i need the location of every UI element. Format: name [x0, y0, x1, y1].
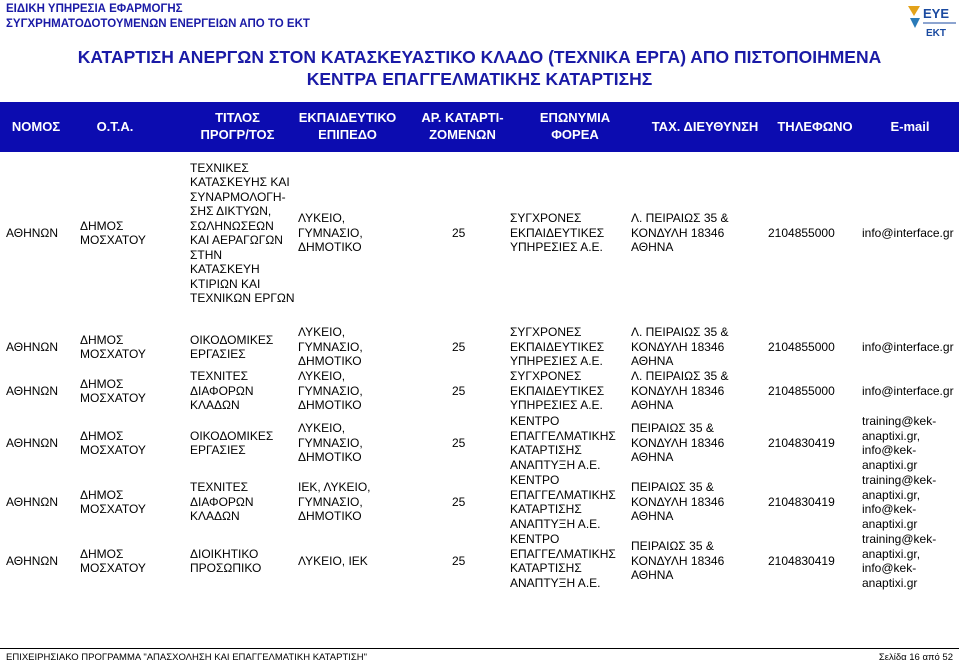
cell-tax-line: ΑΘΗΝΑ — [631, 354, 674, 369]
cell-nomos-line: ΑΘΗΝΩΝ — [6, 553, 59, 568]
cell-tax-line: Λ. ΠΕΙΡΑΙΩΣ 35 & — [631, 325, 729, 340]
cell-foreas-line: ΚΕΝΤΡΟ — [510, 473, 560, 487]
cell-tilefono-line: 2104855000 — [768, 339, 835, 354]
cell-email-line: training@kek- — [862, 532, 937, 546]
cell-titlos-line: ΟΙΚΟΔΟΜΙΚΕΣ — [190, 332, 274, 347]
cell-tilefono-line: 2104830419 — [768, 494, 835, 509]
col-tax-dieuthynsi: ΤΑΧ. ΔΙΕΥΘΥΝΣΗ — [651, 119, 759, 134]
cell-ar — [452, 340, 465, 355]
cell-tilefono-line: 2104830419 — [768, 553, 835, 568]
cell-nomos — [6, 495, 58, 510]
cell-email-line: info@kek- — [862, 443, 917, 457]
agency-header — [6, 2, 310, 32]
cell-nomos-line: ΑΘΗΝΩΝ — [6, 435, 59, 450]
cell-email — [862, 226, 954, 241]
cell-foreas-line: ΥΠΗΡΕΣΙΕΣ Α.Ε. — [510, 354, 603, 369]
cell-ar — [452, 384, 465, 399]
cell-tilefono — [768, 340, 835, 355]
cell-email-line: training@kek- — [862, 414, 937, 428]
cell-foreas — [510, 325, 604, 369]
cell-ekpaideutiko-line: ΓΥΜΝΑΣΙΟ, — [298, 383, 363, 398]
page-title — [0, 46, 959, 90]
cell-tax-line: Λ. ΠΕΙΡΑΙΩΣ 35 & — [631, 211, 729, 226]
cell-titlos — [190, 333, 273, 362]
cell-ekpaideutiko-line: ΛΥΚΕΙΟ, — [298, 211, 346, 226]
cell-ota-line: ΔΗΜΟΣ — [80, 376, 124, 391]
cell-ar-line: 25 — [452, 494, 466, 509]
cell-tax-line: ΠΕΙΡΑΙΩΣ 35 & — [631, 480, 714, 495]
cell-ekpaideutiko — [298, 421, 363, 465]
cell-titlos-line: ΔΙΟΙΚΗΤΙΚΟ — [190, 546, 259, 561]
cell-tax-line: ΚΟΝΔΥΛΗ 18346 — [631, 339, 725, 354]
cell-ekpaideutiko-line: ΔΗΜΟΤΙΚΟ — [298, 398, 362, 413]
cell-email-line: anaptixi.gr, — [862, 428, 921, 443]
cell-foreas-line: ΕΠΑΓΓΕΛΜΑΤΙΚΗΣ — [510, 546, 616, 561]
cell-titlos-line: ΤΕΧΝΙΤΕΣ — [190, 369, 249, 384]
cell-titlos — [190, 429, 273, 458]
cell-foreas-line: ΑΝΑΠΤΥΞΗ Α.Ε. — [510, 516, 601, 531]
cell-ar-line: 25 — [452, 225, 466, 240]
cell-titlos-line: ΤΕΧΝΙΚΩΝ ΕΡΓΩΝ — [190, 291, 295, 305]
cell-ota — [80, 333, 146, 362]
cell-ekpaideutiko-line: ΛΥΚΕΙΟ, — [298, 369, 346, 384]
cell-ekpaideutiko — [298, 369, 363, 413]
cell-foreas-line: ΑΝΑΠΤΥΞΗ Α.Ε. — [510, 575, 601, 590]
cell-nomos — [6, 436, 58, 451]
cell-foreas — [510, 473, 616, 531]
cell-foreas-line: ΕΚΠΑΙΔΕΥΤΙΚΕΣ — [510, 225, 605, 240]
cell-nomos-line: ΑΘΗΝΩΝ — [6, 383, 59, 398]
cell-titlos — [190, 547, 261, 576]
cell-ar-line: 25 — [452, 553, 466, 568]
cell-foreas-line: ΚΑΤΑΡΤΙΣΗΣ — [510, 561, 582, 575]
cell-ekpaideutiko-line: ΓΥΜΝΑΣΙΟ, — [298, 339, 363, 354]
cell-tax — [631, 539, 724, 583]
cell-tax-line: ΑΘΗΝΑ — [631, 568, 674, 583]
cell-ar — [452, 495, 465, 510]
cell-nomos-line: ΑΘΗΝΩΝ — [6, 339, 59, 354]
cell-ar-line: 25 — [452, 435, 466, 450]
cell-ota-line: ΜΟΣΧΑΤΟΥ — [80, 561, 146, 575]
cell-foreas-line: ΕΚΠΑΙΔΕΥΤΙΚΕΣ — [510, 383, 605, 398]
cell-tax-line: ΑΘΗΝΑ — [631, 398, 674, 413]
cell-ekpaideutiko-line: ΔΗΜΟΤΙΚΟ — [298, 354, 362, 369]
cell-ota — [80, 488, 146, 517]
cell-ota — [80, 429, 146, 458]
cell-tax-line: Λ. ΠΕΙΡΑΙΩΣ 35 & — [631, 369, 729, 384]
cell-email-line: anaptixi.gr — [862, 457, 918, 472]
eye-logo — [906, 2, 958, 42]
cell-ota-line: ΜΟΣΧΑΤΟΥ — [80, 443, 146, 457]
cell-tax-line: ΠΕΙΡΑΙΩΣ 35 & — [631, 421, 714, 436]
cell-email-line: training@kek- — [862, 473, 937, 487]
cell-email-line: anaptixi.gr, — [862, 487, 921, 502]
cell-email-line: anaptixi.gr — [862, 516, 918, 531]
cell-tax — [631, 325, 729, 369]
cell-ota-line: ΔΗΜΟΣ — [80, 487, 124, 502]
cell-foreas-line: ΚΕΝΤΡΟ — [510, 532, 560, 546]
cell-foreas-line: ΚΕΝΤΡΟ — [510, 414, 560, 428]
cell-titlos — [190, 480, 254, 524]
cell-tax-line: ΚΟΝΔΥΛΗ 18346 — [631, 494, 725, 509]
cell-email-line: info@interface.gr — [862, 383, 954, 398]
cell-tilefono — [768, 495, 835, 510]
cell-ekpaideutiko-line: ΔΗΜΟΤΙΚΟ — [298, 450, 362, 465]
cell-ar — [452, 226, 465, 241]
cell-titlos-line: ΣΥΝΑΡΜΟΛΟΓΗ- — [190, 189, 286, 204]
cell-tax-line: ΑΘΗΝΑ — [631, 240, 674, 255]
cell-foreas-line: ΚΑΤΑΡΤΙΣΗΣ — [510, 502, 582, 516]
cell-tilefono-line: 2104830419 — [768, 435, 835, 450]
cell-foreas-line: ΕΚΠΑΙΔΕΥΤΙΚΕΣ — [510, 339, 605, 354]
cell-tax-line: ΚΟΝΔΥΛΗ 18346 — [631, 225, 725, 240]
cell-titlos-line: ΤΕΧΝΙΤΕΣ — [190, 480, 249, 495]
cell-tax — [631, 421, 724, 465]
cell-titlos-line: ΔΙΑΦΟΡΩΝ — [190, 494, 254, 509]
cell-foreas — [510, 369, 604, 413]
cell-ota-line: ΜΟΣΧΑΤΟΥ — [80, 502, 146, 516]
cell-titlos — [190, 369, 254, 413]
cell-tax-line: ΠΕΙΡΑΙΩΣ 35 & — [631, 539, 714, 554]
cell-tilefono-line: 2104855000 — [768, 383, 835, 398]
cell-foreas — [510, 211, 604, 255]
cell-titlos-line: ΚΛΑΔΩΝ — [190, 509, 240, 524]
cell-ota-line: ΜΟΣΧΑΤΟΥ — [80, 391, 146, 405]
cell-ekpaideutiko-line: ΓΥΜΝΑΣΙΟ, — [298, 494, 363, 509]
cell-tilefono — [768, 436, 835, 451]
cell-ekpaideutiko-line: ΛΥΚΕΙΟ, — [298, 421, 346, 436]
cell-nomos-line: ΑΘΗΝΩΝ — [6, 494, 59, 509]
col-ekpaideutiko: ΕΚΠΑΙΔΕΥΤΙΚΟ ΕΠΙΠΕΔΟ — [298, 110, 397, 142]
cell-email — [862, 473, 936, 531]
col-ota: Ο.Τ.Α. — [96, 119, 134, 134]
cell-titlos-line: ΚΑΤΑΣΚΕΥΗ — [190, 262, 260, 276]
footer-page-number: Σελίδα 16 από 52 — [878, 652, 953, 663]
cell-foreas-line: ΥΠΗΡΕΣΙΕΣ Α.Ε. — [510, 240, 603, 255]
cell-foreas — [510, 414, 616, 472]
cell-tilefono — [768, 226, 835, 241]
col-titlos: ΤΙΤΛΟΣ ΠΡΟΓΡ/ΤΟΣ — [200, 110, 275, 142]
cell-nomos — [6, 340, 58, 355]
cell-ota-line: ΜΟΣΧΑΤΟΥ — [80, 347, 146, 361]
cell-foreas-line: ΚΑΤΑΡΤΙΣΗΣ — [510, 443, 582, 457]
cell-titlos-line: ΔΙΑΦΟΡΩΝ — [190, 383, 254, 398]
cell-ar-line: 25 — [452, 383, 466, 398]
cell-foreas-line: ΑΝΑΠΤΥΞΗ Α.Ε. — [510, 457, 601, 472]
cell-foreas — [510, 532, 616, 590]
cell-titlos-line: ΚΑΤΑΣΚΕΥΗΣ ΚΑΙ — [190, 175, 290, 189]
cell-ota — [80, 547, 146, 576]
cell-tax-line: ΚΟΝΔΥΛΗ 18346 — [631, 435, 725, 450]
cell-email-line: info@interface.gr — [862, 339, 954, 354]
cell-titlos-line: ΚΑΙ ΑΕΡΑΓΩΓΩΝ — [190, 233, 283, 247]
cell-ota-line: ΜΟΣΧΑΤΟΥ — [80, 233, 146, 247]
cell-titlos-line: ΕΡΓΑΣΙΕΣ — [190, 347, 246, 361]
cell-tax-line: ΑΘΗΝΑ — [631, 450, 674, 465]
col-email: E-mail — [890, 119, 930, 134]
cell-foreas-line: ΣΥΓΧΡΟΝΕΣ — [510, 211, 582, 226]
cell-ekpaideutiko-line: ΛΥΚΕΙΟ, — [298, 325, 346, 340]
cell-email — [862, 384, 954, 399]
cell-titlos-line: ΚΤΙΡΙΩΝ ΚΑΙ — [190, 276, 261, 291]
cell-tax-line: ΑΘΗΝΑ — [631, 509, 674, 524]
cell-email-line: info@kek- — [862, 561, 917, 575]
cell-ekpaideutiko-line: ΔΗΜΟΤΙΚΟ — [298, 240, 362, 255]
cell-ota-line: ΔΗΜΟΣ — [80, 332, 124, 347]
cell-titlos-line: ΚΛΑΔΩΝ — [190, 398, 240, 413]
cell-email — [862, 414, 936, 472]
cell-ota-line: ΔΗΜΟΣ — [80, 428, 124, 443]
cell-email-line: anaptixi.gr — [862, 575, 918, 590]
col-tilefono: ΤΗΛΕΦΩΝΟ — [777, 119, 853, 134]
cell-tax-line: ΚΟΝΔΥΛΗ 18346 — [631, 553, 725, 568]
cell-ekpaideutiko-line: ΓΥΜΝΑΣΙΟ, — [298, 435, 363, 450]
cell-ekpaideutiko-line: ΔΗΜΟΤΙΚΟ — [298, 509, 362, 524]
cell-ota — [80, 377, 146, 406]
cell-foreas-line: ΣΥΓΧΡΟΝΕΣ — [510, 325, 582, 340]
cell-ar — [452, 436, 465, 451]
table-header — [0, 102, 959, 152]
cell-ekpaideutiko-line: ΛΥΚΕΙΟ, ΙΕΚ — [298, 553, 368, 568]
cell-foreas-line: ΣΥΓΧΡΟΝΕΣ — [510, 369, 582, 384]
col-foreas: ΕΠΩΝΥΜΙΑ ΦΟΡΕΑ — [539, 110, 611, 142]
agency-line-1: ΕΙΔΙΚΗ ΥΠΗΡΕΣΙΑ ΕΦΑΡΜΟΓΗΣ — [6, 3, 183, 15]
agency-line-2: ΣΥΓΧΡΗΜΑΤΟΔΟΤΟΥΜΕΝΩΝ ΕΝΕΡΓΕΙΩΝ ΑΠΟ ΤΟ ΕΚΤ — [6, 18, 310, 30]
cell-titlos — [190, 161, 295, 306]
footer-rule — [0, 648, 959, 649]
cell-ar-line: 25 — [452, 339, 466, 354]
cell-tax — [631, 369, 729, 413]
cell-ota-line: ΔΗΜΟΣ — [80, 546, 124, 561]
cell-nomos — [6, 384, 58, 399]
cell-titlos-line: ΟΙΚΟΔΟΜΙΚΕΣ — [190, 428, 274, 443]
footer-program: ΕΠΙΧΕΙΡΗΣΙΑΚΟ ΠΡΟΓΡΑΜΜΑ "ΑΠΑΣΧΟΛΗΣΗ ΚΑΙ ΕΠΑΓΓΕΛΜΑΤΙΚΗ ΚΑΤΑΡΤΙΣΗ" — [6, 652, 367, 663]
cell-ekpaideutiko — [298, 325, 363, 369]
cell-ekpaideutiko-line: ΙΕΚ, ΛΥΚΕΙΟ, — [298, 480, 371, 495]
col-nomos: ΝΟΜΟΣ — [11, 119, 61, 134]
cell-foreas-line: ΥΠΗΡΕΣΙΕΣ Α.Ε. — [510, 398, 603, 413]
cell-titlos-line: ΕΡΓΑΣΙΕΣ — [190, 443, 246, 457]
cell-nomos — [6, 554, 58, 569]
cell-nomos — [6, 226, 58, 241]
cell-email — [862, 532, 936, 590]
cell-email-line: info@kek- — [862, 502, 917, 516]
cell-foreas-line: ΕΠΑΓΓΕΛΜΑΤΙΚΗΣ — [510, 487, 616, 502]
cell-titlos-line: ΠΡΟΣΩΠΙΚΟ — [190, 561, 262, 575]
cell-foreas-line: ΕΠΑΓΓΕΛΜΑΤΙΚΗΣ — [510, 428, 616, 443]
col-ar-katartizomenon: ΑΡ. ΚΑΤΑΡΤΙ- ΖΟΜΕΝΩΝ — [421, 110, 504, 142]
cell-ota — [80, 219, 146, 248]
cell-titlos-line: ΣΤΗΝ — [190, 247, 223, 262]
cell-titlos-line: ΤΕΧΝΙΚΕΣ — [190, 160, 249, 175]
cell-titlos-line: ΣΩΛΗΝΩΣΕΩΝ — [190, 218, 274, 233]
cell-ekpaideutiko — [298, 554, 368, 569]
cell-ekpaideutiko-line: ΓΥΜΝΑΣΙΟ, — [298, 225, 363, 240]
cell-nomos-line: ΑΘΗΝΩΝ — [6, 225, 59, 240]
title-line-1: ΚΑΤΑΡΤΙΣΗ ΑΝΕΡΓΩΝ ΣΤΟΝ ΚΑΤΑΣΚΕΥΑΣΤΙΚΟ ΚΛΑΔΟ (ΤΕΧΝΙΚΑ ΕΡΓΑ) ΑΠΟ ΠΙΣΤΟΠΟΙΗΜΕΝΑ — [77, 47, 882, 67]
cell-tax — [631, 211, 729, 255]
cell-email-line: info@interface.gr — [862, 225, 954, 240]
logo-subtext: ΕΚΤ — [926, 28, 946, 39]
cell-ar — [452, 554, 465, 569]
cell-ota-line: ΔΗΜΟΣ — [80, 218, 124, 233]
logo-text: ΕΥΕ — [922, 6, 950, 21]
cell-ekpaideutiko — [298, 211, 363, 255]
cell-tilefono — [768, 384, 835, 399]
cell-tilefono — [768, 554, 835, 569]
cell-email — [862, 340, 954, 355]
cell-tilefono-line: 2104855000 — [768, 225, 835, 240]
cell-tax-line: ΚΟΝΔΥΛΗ 18346 — [631, 383, 725, 398]
cell-email-line: anaptixi.gr, — [862, 546, 921, 561]
cell-tax — [631, 480, 724, 524]
cell-ekpaideutiko — [298, 480, 371, 524]
cell-titlos-line: ΣΗΣ ΔΙΚΤΥΩΝ, — [190, 204, 272, 218]
title-line-2: ΚΕΝΤΡΑ ΕΠΑΓΓΕΛΜΑΤΙΚΗΣ ΚΑΤΑΡΤΙΣΗΣ — [306, 69, 653, 89]
